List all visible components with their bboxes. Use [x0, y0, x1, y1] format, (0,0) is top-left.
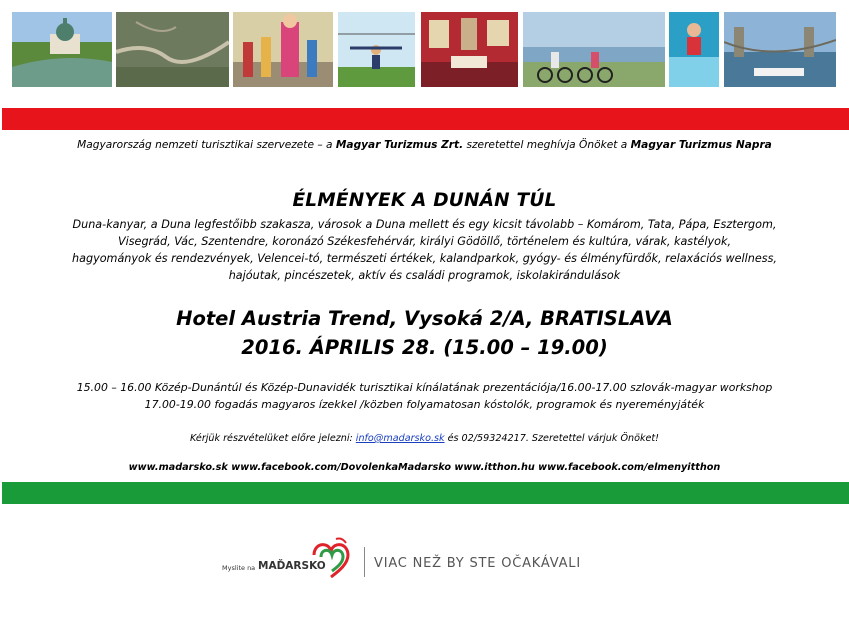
email-link[interactable]: info@madarsko.sk	[355, 433, 445, 444]
program-line-2: 17.00-19.00 fogadás magyaros ízekkel /közben folyamatosan kóstolók, programok és nyereményjáték	[144, 398, 705, 411]
logo-brand: MAĎARSKO	[258, 560, 326, 572]
event-date: 2016. ÁPRILIS 28. (15.00 – 19.00)	[241, 336, 608, 359]
photo-adventure-park	[338, 12, 415, 87]
madarsko-logo	[222, 533, 602, 583]
venue: Hotel Austria Trend, Vysoká 2/A, BRATISLAVA	[176, 307, 673, 330]
rsvp-before: Kérjük részvételüket előre jelezni:	[189, 433, 356, 444]
description-line-4: hajóutak, pincészetek, aktív és családi programok, iskolakirándulások	[228, 269, 621, 282]
photo-river-aerial	[116, 12, 229, 87]
photo-folk-parade	[233, 12, 333, 87]
photo-palace-interior	[421, 12, 518, 87]
event-name: Magyar Turizmus Napra	[630, 139, 772, 151]
photo-chain-bridge	[724, 12, 836, 87]
rsvp-text	[0, 433, 849, 444]
intro-part2: szeretettel meghívja Önöket a	[463, 139, 631, 151]
red-band	[2, 108, 849, 130]
logo-slogan: VIAC NEŽ BY STE OČAKÁVALI	[374, 556, 581, 571]
program-line-1: 15.00 – 16.00 Közép-Dunántúl és Közép-Dunavidék turisztikai kínálatának prezentációja/16.00-17.00 szlovák-magyar workshop	[76, 381, 773, 394]
logo-divider	[364, 547, 365, 577]
description-line-3: hagyományok és rendezvények, Velencei-tó, természeti értékek, kalandparkok, gyógy- és élményfürdők, relaxációs wellness,	[72, 252, 777, 265]
description-line-1: Duna-kanyar, a Duna legfestőibb szakasza, városok a Duna mellett és egy kicsit távolabb – Komárom, Tata, Pápa, Esztergom,	[72, 218, 777, 231]
web-links[interactable]: www.madarsko.sk www.facebook.com/DovolenkaMadarsko www.itthon.hu www.facebook.com/elmenyitthon	[128, 462, 721, 473]
description-line-2: Visegrád, Vác, Szentendre, koronázó Székesfehérvár, királyi Gödöllő, történelem és kultúra, várak, kastélyok,	[117, 235, 732, 248]
intro-text	[0, 139, 849, 151]
heart-icon	[308, 535, 354, 579]
green-band	[2, 482, 849, 504]
page-title: ÉLMÉNYEK A DUNÁN TÚL	[292, 190, 557, 211]
rsvp-after: és 02/59324217. Szeretettel várjuk Önöket!	[444, 433, 660, 444]
photo-esztergom-basilica	[12, 12, 112, 87]
photo-spa-water	[669, 12, 719, 87]
photo-cycling-lake	[523, 12, 665, 87]
organizer-name: Magyar Turizmus Zrt.	[335, 139, 464, 151]
logo-tagline-small: Myslite na	[222, 564, 256, 572]
intro-part1: Magyarország nemzeti turisztikai szervezete – a	[77, 139, 336, 151]
